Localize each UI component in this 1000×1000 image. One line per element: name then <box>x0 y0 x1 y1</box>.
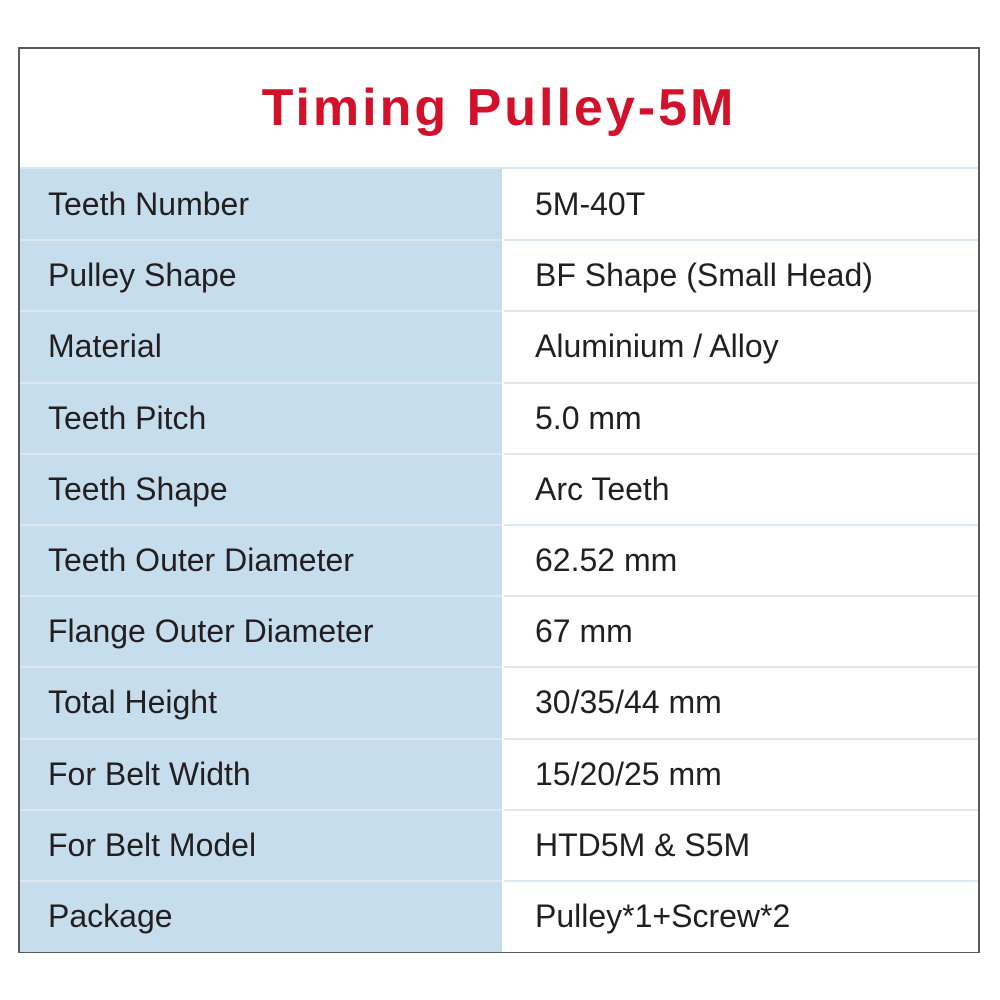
spec-value: 5.0 mm <box>503 383 978 454</box>
table-row <box>20 596 978 667</box>
table-row <box>20 525 978 596</box>
spec-label: Teeth Outer Diameter <box>20 525 503 596</box>
spec-label: Total Height <box>20 667 503 738</box>
spec-value: 67 mm <box>503 596 978 667</box>
table-row <box>20 383 978 454</box>
spec-value: 62.52 mm <box>503 525 978 596</box>
table-row <box>20 667 978 738</box>
spec-value: 5M-40T <box>503 169 978 240</box>
table-row <box>20 810 978 881</box>
spec-value: HTD5M & S5M <box>503 810 978 881</box>
spec-value: 15/20/25 mm <box>503 739 978 810</box>
table-row <box>20 739 978 810</box>
spec-value: Aluminium / Alloy <box>503 311 978 382</box>
spec-label: For Belt Width <box>20 739 503 810</box>
spec-label: Material <box>20 311 503 382</box>
page-title: Timing Pulley-5M <box>261 79 737 137</box>
spec-label: Teeth Pitch <box>20 383 503 454</box>
spec-value: Arc Teeth <box>503 454 978 525</box>
spec-table <box>20 169 978 952</box>
table-row <box>20 881 978 952</box>
spec-value: BF Shape (Small Head) <box>503 240 978 311</box>
spec-label: Pulley Shape <box>20 240 503 311</box>
spec-label: For Belt Model <box>20 810 503 881</box>
table-row <box>20 454 978 525</box>
table-row <box>20 240 978 311</box>
spec-value: 30/35/44 mm <box>503 667 978 738</box>
spec-label: Package <box>20 881 503 952</box>
table-row <box>20 311 978 382</box>
spec-label: Teeth Number <box>20 169 503 240</box>
table-row <box>20 169 978 240</box>
spec-label: Flange Outer Diameter <box>20 596 503 667</box>
spec-value: Pulley*1+Screw*2 <box>503 881 978 952</box>
spec-card <box>18 47 980 953</box>
spec-label: Teeth Shape <box>20 454 503 525</box>
title-area <box>20 49 978 169</box>
